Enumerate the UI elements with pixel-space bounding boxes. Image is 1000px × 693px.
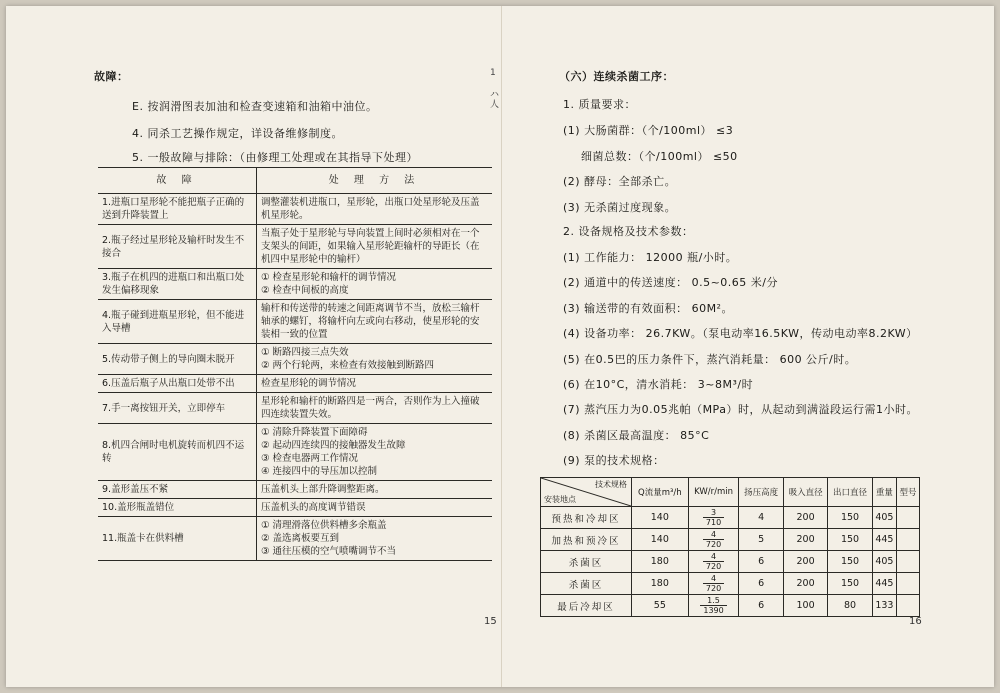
col-head: 扬压高度 [739, 478, 783, 507]
table-row [541, 573, 920, 595]
table-row [98, 424, 492, 481]
out-cell: 150 [828, 551, 872, 573]
corner-bottom-label: 安装地点 [544, 495, 576, 504]
fault-cell: 1.进瓶口星形轮不能把瓶子正确的送到升降装置上 [98, 194, 257, 225]
fault-cell: 8.机四合闸时电机旋转而机四不运转 [98, 424, 257, 481]
head-cell: 6 [739, 595, 783, 617]
in-cell: 200 [783, 551, 827, 573]
location-cell: 杀菌区 [541, 551, 632, 573]
kw-cell [688, 573, 739, 595]
rpm-value: 1390 [703, 605, 724, 615]
table-row [541, 551, 920, 573]
right-item-11: (5) 在0.5巴的压力条件下，蒸汽消耗量： 600 公斤/时。 [563, 353, 857, 366]
pump-spec-table [540, 477, 920, 617]
kw-value: 4 [703, 574, 724, 584]
right-item-9: (3) 输送带的有效面积： 60M²。 [563, 302, 733, 315]
col-kw: KW/r/min [688, 478, 739, 507]
head-cell: 4 [739, 507, 783, 529]
right-heading: （六）连续杀菌工序： [559, 70, 674, 83]
kw-cell [688, 551, 739, 573]
kw-value: 4 [703, 552, 724, 562]
right-item-14: (8) 杀菌区最高温度： 85°C [563, 429, 710, 442]
fault-header: 故 障 [98, 168, 257, 194]
remedy-header: 处 理 方 法 [257, 168, 493, 194]
kw-cell [688, 507, 739, 529]
fault-cell: 6.压盖后瓶子从出瓶口处带不出 [98, 375, 257, 393]
col-model: 型号 [897, 478, 920, 507]
left-page [6, 6, 501, 687]
q-cell: 140 [632, 507, 689, 529]
location-cell: 加热和预冷区 [541, 529, 632, 551]
fault-cell: 3.瓶子在机四的进瓶口和出瓶口处发生偏移现象 [98, 269, 257, 300]
out-cell: 150 [828, 507, 872, 529]
kw-fraction [703, 574, 724, 593]
table-row [98, 481, 492, 499]
left-item-2: 4. 同杀工艺操作规定，详设备维修制度。 [132, 127, 343, 140]
right-item-4: (2) 酵母：全部杀亡。 [563, 175, 677, 188]
model-cell [897, 529, 920, 551]
table-row [541, 507, 920, 529]
q-cell: 180 [632, 573, 689, 595]
right-item-2: (1) 大肠菌群：（个/100ml） ≤3 [563, 124, 734, 137]
page-number-right: 16 [909, 616, 922, 627]
table-row [98, 269, 492, 300]
q-cell: 55 [632, 595, 689, 617]
rpm-value: 720 [705, 561, 722, 571]
out-cell: 150 [828, 573, 872, 595]
model-cell [897, 595, 920, 617]
in-cell: 200 [783, 573, 827, 595]
right-item-12: (6) 在10°C，清水消耗： 3~8M³/时 [563, 378, 754, 391]
col-flow: Q流量m³/h [632, 478, 689, 507]
left-heading: 故障： [94, 70, 129, 83]
pump-table-header [541, 478, 920, 507]
kw-cell [688, 595, 739, 617]
page-number-left: 15 [484, 616, 497, 627]
q-cell: 180 [632, 551, 689, 573]
right-item-5: (3) 无杀菌过度现象。 [563, 201, 677, 214]
right-item-15: (9) 泵的技术规格： [563, 454, 665, 467]
corner-top-label: 技术规格 [595, 480, 627, 489]
weight-cell: 405 [872, 507, 896, 529]
model-cell [897, 507, 920, 529]
corner-cell [541, 478, 632, 507]
table-row [98, 300, 492, 344]
remedy-cell: 检查星形轮的调节情况 [257, 375, 493, 393]
q-cell: 140 [632, 529, 689, 551]
col-weight: 重量 [872, 478, 896, 507]
remedy-cell: 当瓶子处于星形轮与导向装置上间时必须相对在一个支架头的间距，如果输入星形轮距输杆的导距长（在机四中星形轮中的输杆） [257, 225, 493, 269]
table-row [98, 517, 492, 561]
fault-table [98, 167, 492, 561]
head-cell: 6 [739, 551, 783, 573]
table-row [98, 225, 492, 269]
right-item-13: (7) 蒸汽压力为0.05兆帕（MPa）时，从起动到满溢段运行需1小时。 [563, 403, 918, 416]
location-cell: 最后冷却区 [541, 595, 632, 617]
table-row [98, 499, 492, 517]
remedy-cell: ① 断路四接三点失效 ② 两个行轮两，来检查有效接触到断路四 [257, 344, 493, 375]
remedy-cell: 压盖机头上部升降调整距离。 [257, 481, 493, 499]
fault-cell: 4.瓶子碰到进瓶星形轮，但不能进入导槽 [98, 300, 257, 344]
kw-fraction [703, 552, 724, 571]
weight-cell: 405 [872, 551, 896, 573]
right-item-6: 2. 设备规格及技术参数： [563, 225, 694, 238]
document-spread [6, 6, 994, 687]
kw-cell [688, 529, 739, 551]
remedy-cell: ① 清理滑落位供料槽多余瓶盖 ② 盖选离板要互到 ③ 通往压模的空气喷嘴调节不当 [257, 517, 493, 561]
out-cell: 150 [828, 529, 872, 551]
left-item-1: E. 按润滑图表加油和检查变速箱和油箱中油位。 [132, 100, 378, 113]
out-cell: 80 [828, 595, 872, 617]
table-row [98, 393, 492, 424]
weight-cell: 133 [872, 595, 896, 617]
right-item-1: 1. 质量要求： [563, 98, 636, 111]
weight-cell: 445 [872, 529, 896, 551]
left-item-3: 5. 一般故障与排除：（由修理工处理或在其指导下处理） [132, 151, 418, 164]
rpm-value: 710 [705, 517, 722, 527]
head-cell: 5 [739, 529, 783, 551]
model-cell [897, 573, 920, 595]
head-cell: 6 [739, 573, 783, 595]
model-cell [897, 551, 920, 573]
fault-cell: 2.瓶子经过星形轮及输杆时发生不接合 [98, 225, 257, 269]
table-row [98, 375, 492, 393]
fault-cell: 9.盖形盖压不紧 [98, 481, 257, 499]
col-inlet: 吸入直径 [783, 478, 827, 507]
remedy-cell: ① 检查星形轮和输杆的调节情况 ② 检查中间板的高度 [257, 269, 493, 300]
margin-mark: 1 [490, 68, 496, 78]
remedy-cell: 输杆和传送带的转速之间距离调节不当，放松三输杆轴承的螺钉，将输杆向左或向右移动，使星形轮的安装相一致的位置 [257, 300, 493, 344]
table-row [541, 529, 920, 551]
in-cell: 200 [783, 529, 827, 551]
remedy-cell: 压盖机头的高度调节错误 [257, 499, 493, 517]
in-cell: 200 [783, 507, 827, 529]
table-row [541, 595, 920, 617]
kw-fraction [703, 508, 724, 527]
weight-cell: 445 [872, 573, 896, 595]
in-cell: 100 [783, 595, 827, 617]
location-cell: 预热和冷却区 [541, 507, 632, 529]
rpm-value: 720 [705, 539, 722, 549]
col-outlet: 出口直径 [828, 478, 872, 507]
fault-cell: 5.传动带子侧上的导向圈未脱开 [98, 344, 257, 375]
remedy-cell: 调整灌装机进瓶口，星形轮，出瓶口处星形轮及压盖机星形轮。 [257, 194, 493, 225]
margin-note: ハ 人 [490, 90, 500, 110]
kw-value: 3 [703, 508, 724, 518]
remedy-cell: 星形轮和输杆的断路四是一两合，否则作为上入撞破四连续装置失效。 [257, 393, 493, 424]
kw-value: 4 [703, 530, 724, 540]
fault-cell: 7.手一离按钮开关，立即停车 [98, 393, 257, 424]
right-item-10: (4) 设备功率： 26.7KW。（泵电动率16.5KW，传动电动率8.2KW） [563, 327, 918, 340]
right-item-8: (2) 通道中的传送速度： 0.5~0.65 米/分 [563, 276, 778, 289]
fault-table-header [98, 168, 492, 194]
kw-fraction [703, 530, 724, 549]
right-item-7: (1) 工作能力： 12000 瓶/小时。 [563, 251, 738, 264]
fault-cell: 10.盖形瓶盖错位 [98, 499, 257, 517]
location-cell: 杀菌区 [541, 573, 632, 595]
kw-fraction [700, 596, 726, 615]
table-row [98, 194, 492, 225]
fault-cell: 11.瓶盖卡在供料槽 [98, 517, 257, 561]
table-row [98, 344, 492, 375]
remedy-cell: ① 清除升降装置下面障碍 ② 起动四连续四的接触器发生故障 ③ 检查电器两工作情况 ④ 连接四中的导压加以控制 [257, 424, 493, 481]
right-item-3: 细菌总数：（个/100ml） ≤50 [581, 150, 738, 163]
rpm-value: 720 [705, 583, 722, 593]
kw-value: 1.5 [700, 596, 726, 606]
